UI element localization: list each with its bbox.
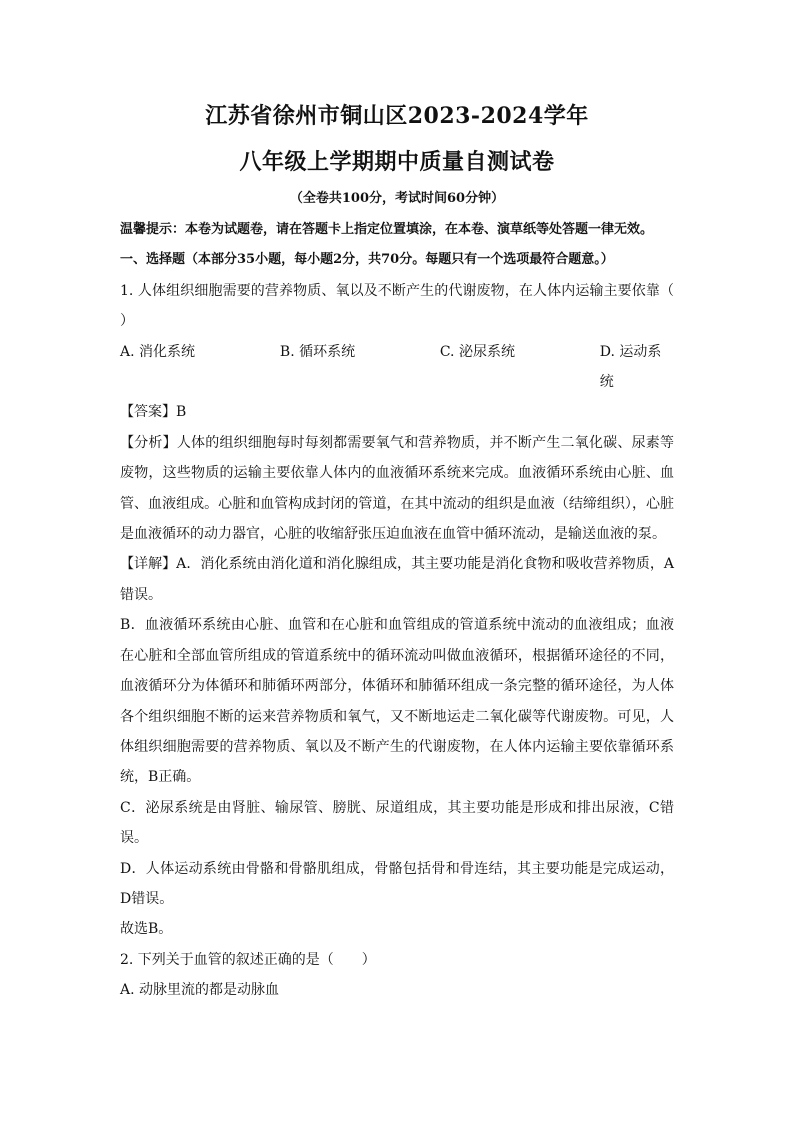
q1-answer: 【答案】B — [120, 404, 187, 421]
q2-stem: 2. 下列关于血管的叙述正确的是（ ） — [120, 951, 376, 968]
exam-title-line2: 八年级上学期期中质量自测试卷 — [239, 149, 555, 175]
q1-analysis: 【分析】人体的组织细胞每时每刻都需要氧气和营养物质，并不断产生二氧化碳、尿素等废物，这些物质的运输主要依靠人体内的血液循环系统来完成。血液循环系统由心脏、血管、血液组成。心脏和血管构成封闭的管道，在其中流动的组织是血液（结缔组织），心脏是血液循环的动力器官，心脏的收缩舒张压迫血液在血管中循环流动，是输送血液的泵。 — [120, 434, 674, 543]
section1-title: 一、选择题（本部分35小题，每小题2分，共70分。每题只有一个选项最符合题意。） — [120, 252, 614, 268]
q1-stem: 1. 人体组织细胞需要的营养物质、氧以及不断产生的代谢废物，在人体内运输主要依靠（ ） — [120, 282, 702, 330]
exam-title-line1: 江苏省徐州市铜山区2023-2024学年 — [205, 103, 589, 129]
q1-option-c: C. 泌尿系统 — [439, 343, 515, 360]
q1-option-a: A. 消化系统 — [120, 343, 196, 360]
q1-detail-c: C．泌尿系统是由肾脏、输尿管、膀胱、尿道组成，其主要功能是形成和排出尿液，C错误。 — [120, 799, 674, 847]
q2-option-a: A. 动脉里流的都是动脉血 — [120, 982, 280, 999]
q1-option-b: B. 循环系统 — [279, 343, 356, 360]
q1-option-d: D. 运动系统 — [599, 343, 662, 391]
q1-detail-b: B．血液循环系统由心脏、血管和在心脏和血管组成的管道系统中流动的血液组成；血液在心脏和全部血管所组成的管道系统中的循环流动叫做血液循环，根据循环途径的不同，血液循环分为体循环和肺循环两部分，体循环和肺循环组成一条完整的循环途径，为人体各个组织细胞不断的运来营养物质和氧气，又不断地运走二氧化碳等代谢废物。可见，人体组织细胞需要的营养物质、氧以及不断产生的代谢废物，在人体内运输主要依靠循环系统，B正确。 — [120, 617, 674, 786]
q1-conclusion: 故选B。 — [120, 921, 173, 938]
exam-notice: 温馨提示：本卷为试题卷，请在答题卡上指定位置填涂，在本卷、演草纸等处答题一律无效。 — [120, 222, 654, 237]
q1-options — [120, 337, 674, 398]
q1-detail-d: D．人体运动系统由骨骼和骨骼肌组成，骨骼包括骨和骨连结，其主要功能是完成运动，D错误。 — [120, 860, 674, 907]
q1-detail-a: 【详解】A．消化系统由消化道和消化腺组成，其主要功能是消化食物和吸收营养物质，A错误。 — [120, 556, 674, 603]
exam-subtitle: （全卷共100分，考试时间60分钟） — [289, 191, 505, 206]
